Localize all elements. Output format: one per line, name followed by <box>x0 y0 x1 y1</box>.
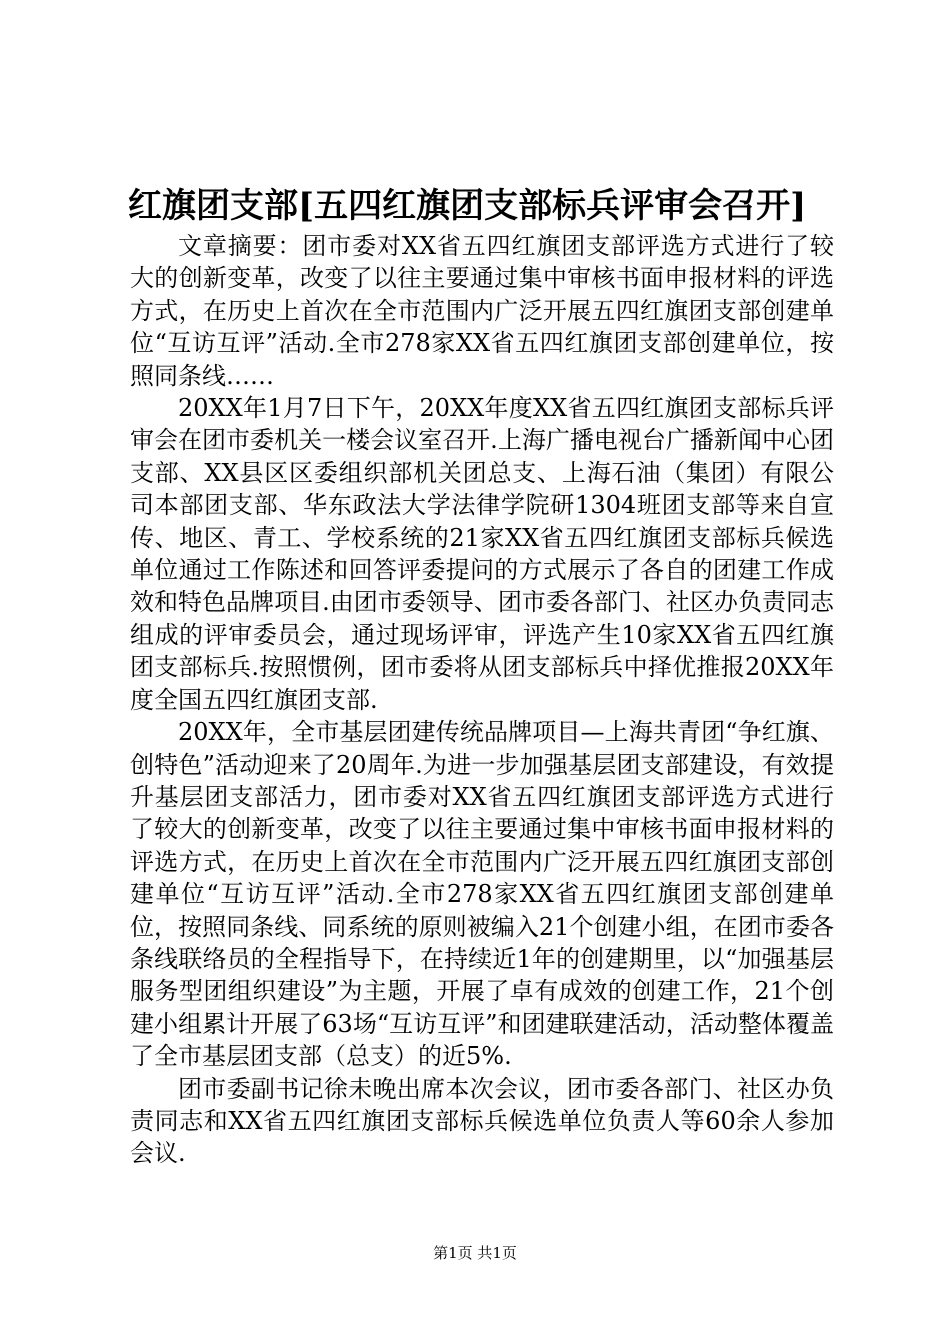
paragraph-meeting: 20XX年1月7日下午，20XX年度XX省五四红旗团支部标兵评审会在团市委机关一楼会议室召开.上海广播电视台广播新闻中心团支部、XX县区区委组织部机关团总支、上海石油（集团）有限公司本部团支部、华东政法大学法律学院研1304班团支部等来自宣传、地区、青工、学校系统的21家XX省五四红旗团支部标兵候选单位通过工作陈述和回答评委提问的方式展示了各自的团建工作成效和特色品牌项目.由团市委领导、团市委各部门、社区办负责同志组成的评审委员会，通过现场评审，评选产生10家XX省五四红旗团支部标兵.按照惯例，团市委将从团支部标兵中择优推报20XX年度全国五四红旗团支部. <box>130 394 834 714</box>
paragraph-attendees: 团市委副书记徐未晚出席本次会议，团市委各部门、社区办负责同志和XX省五四红旗团支部标兵候选单位负责人等60余人参加会议. <box>130 1074 834 1168</box>
page-number-footer: 第1页 共1页 <box>433 1244 517 1262</box>
paragraph-activity: 20XX年，全市基层团建传统品牌项目—上海共青团“争红旗、创特色”活动迎来了20周年.为进一步加强基层团支部建设，有效提升基层团支部活力，团市委对XX省五四红旗团支部评选方式进行了较大的创新变革，改变了以往主要通过集中审核书面申报材料的评选方式，在历史上首次在全市范围内广泛开展五四红旗团支部创建单位“互访互评”活动.全市278家XX省五四红旗团支部创建单位，按照同条线、同系统的原则被编入21个创建小组，在团市委各条线联络员的全程指导下，在持续近1年的创建期里，以“加强基层服务型团组织建设”为主题，开展了卓有成效的创建工作，21个创建小组累计开展了63场“互访互评”和团建联建活动，活动整体覆盖了全市基层团支部（总支）的近5%. <box>130 718 834 1071</box>
paragraph-summary: 文章摘要：团市委对XX省五四红旗团支部评选方式进行了较大的创新变革，改变了以往主要通过集中审核书面申报材料的评选方式，在历史上首次在全市范围内广泛开展五四红旗团支部创建单位“互访互评”活动.全市278家XX省五四红旗团支部创建单位，按照同条线…… <box>130 232 834 390</box>
document-title: 红旗团支部[五四红旗团支部标兵评审会召开] <box>128 186 807 226</box>
document-body <box>130 230 834 1170</box>
